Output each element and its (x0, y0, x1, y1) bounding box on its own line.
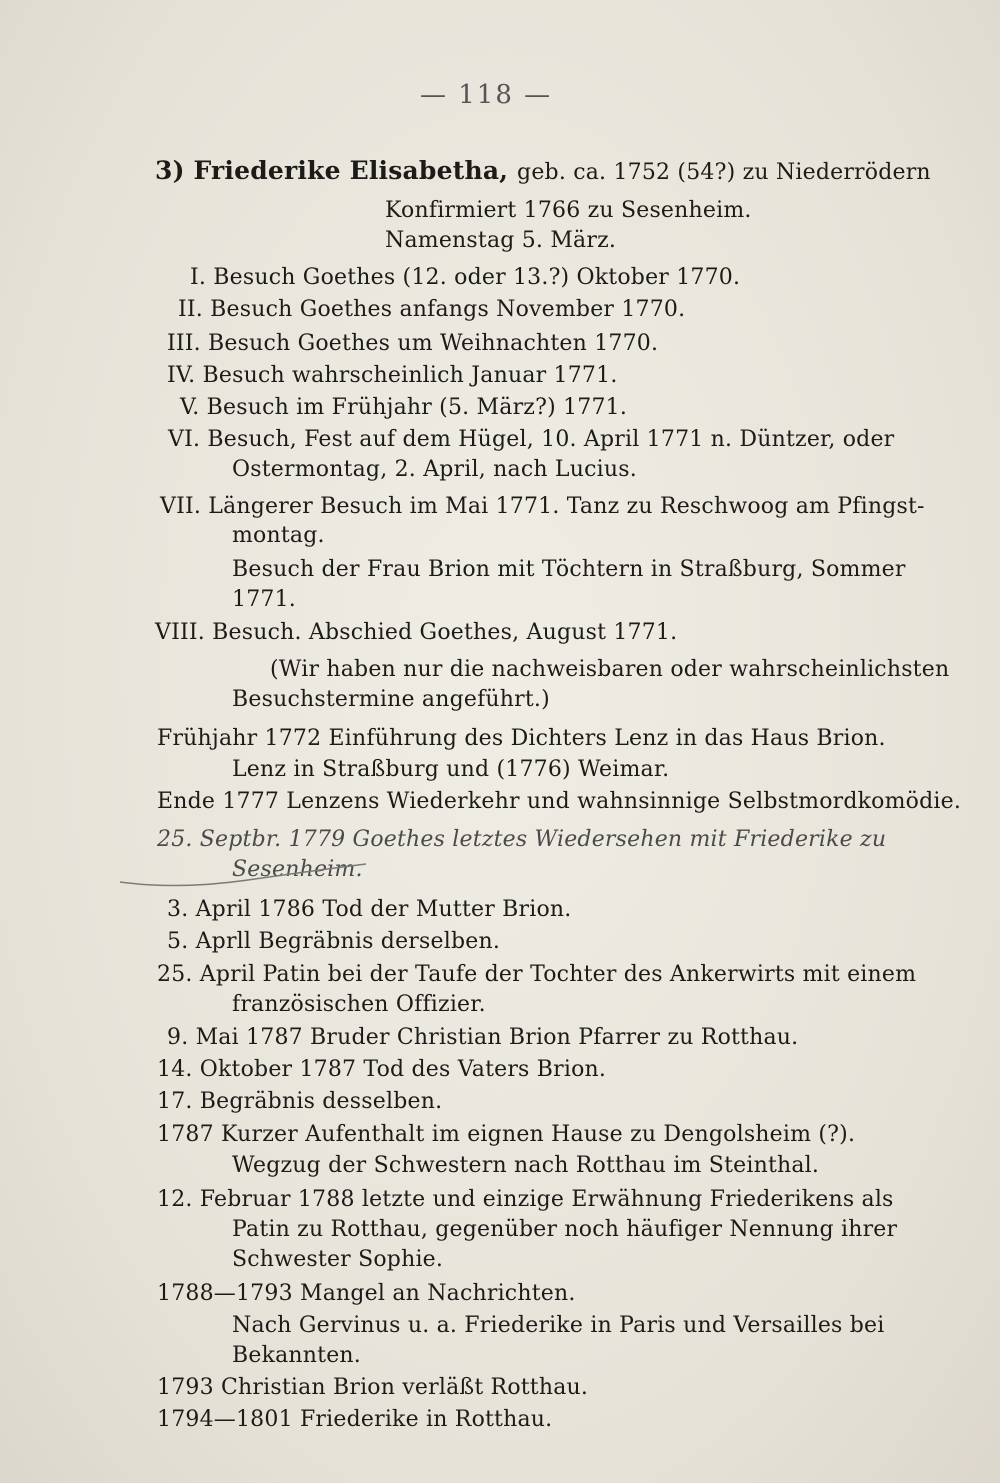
entry-1786-taufe-line-1: 25. April Patin bei der Taufe der Tochter des Ankerwirts mit einem (157, 962, 917, 987)
entry-1787-wegzug: Wegzug der Schwestern nach Rotthau im Steinthal. (232, 1153, 820, 1178)
visit-8: VIII. Besuch. Abschied Goethes, August 1771. (155, 620, 678, 645)
entry-1787-oktober: 14. Oktober 1787 Tod des Vaters Brion. (157, 1057, 607, 1082)
note-line-2: Besuchstermine angeführt.) (232, 687, 550, 712)
page-number: — 118 — (420, 80, 553, 110)
entry-1779-line-1: 25. Septbr. 1779 Goethes letztes Wiedersehen mit Friederike zu (157, 827, 887, 852)
entry-1786-begraebnis: 5. Aprll Begräbnis derselben. (167, 929, 501, 954)
entry-1788-line-1: 12. Februar 1788 letzte und einzige Erwähnung Friederikens als (157, 1187, 894, 1212)
entry-1772: Frühjahr 1772 Einführung des Dichters Lenz in das Haus Brion. (157, 726, 886, 751)
visit-7-line-3: Besuch der Frau Brion mit Töchtern in Straßburg, Sommer (232, 557, 906, 582)
entry-1787-aufenthalt: 1787 Kurzer Aufenthalt im eignen Hause zu Dengolsheim (?). (157, 1122, 856, 1147)
entry-1787-mai: 9. Mai 1787 Bruder Christian Brion Pfarrer zu Rotthau. (167, 1025, 799, 1050)
entry-1793: 1793 Christian Brion verläßt Rotthau. (157, 1375, 589, 1400)
heading-rest: geb. ca. 1752 (54?) zu Niederrödern (517, 160, 931, 185)
visit-3: III. Besuch Goethes um Weihnachten 1770. (167, 331, 659, 356)
visit-6-line-2: Ostermontag, 2. April, nach Lucius. (232, 457, 637, 482)
entry-1779-line-2: Sesenheim. (232, 857, 363, 882)
entry-1794-1801: 1794—1801 Friederike in Rotthau. (157, 1407, 553, 1432)
entry-1788-1793-line-2: Nach Gervinus u. a. Friederike in Paris und Versailles bei (232, 1313, 885, 1338)
visit-7-line-1: VII. Längerer Besuch im Mai 1771. Tanz zu Reschwoog am Pfingst- (160, 494, 925, 519)
line-namenstag: Namenstag 5. März. (385, 228, 617, 253)
note-line-1: (Wir haben nur die nachweisbaren oder wahrscheinlichsten (270, 657, 950, 682)
entry-1788-line-3: Schwester Sophie. (232, 1247, 444, 1272)
heading-name: Friederike Elisabetha, (193, 156, 509, 185)
visit-4: IV. Besuch wahrscheinlich Januar 1771. (167, 363, 618, 388)
heading-number: 3) (155, 156, 185, 185)
visit-5: V. Besuch im Frühjahr (5. März?) 1771. (180, 395, 628, 420)
entry-1788-1793-line-1: 1788—1793 Mangel an Nachrichten. (157, 1281, 576, 1306)
entry-heading (155, 156, 931, 188)
entry-lenz: Lenz in Straßburg und (1776) Weimar. (232, 757, 670, 782)
pencil-underline-mark (118, 852, 368, 892)
entry-1788-1793-line-3: Bekannten. (232, 1343, 361, 1368)
entry-1786-mutter: 3. April 1786 Tod der Mutter Brion. (167, 897, 572, 922)
entry-1787-begraebnis: 17. Begräbnis desselben. (157, 1089, 443, 1114)
line-konfirmiert: Konfirmiert 1766 zu Sesenheim. (385, 198, 752, 223)
visit-2: II. Besuch Goethes anfangs November 1770. (178, 297, 686, 322)
visit-1: I. Besuch Goethes (12. oder 13.?) Oktober 1770. (190, 265, 741, 290)
visit-7-line-4: 1771. (232, 587, 296, 612)
entry-1788-line-2: Patin zu Rotthau, gegenüber noch häufiger Nennung ihrer (232, 1217, 898, 1242)
visit-6-line-1: VI. Besuch, Fest auf dem Hügel, 10. April 1771 n. Düntzer, oder (168, 427, 895, 452)
entry-1786-taufe-line-2: französischen Offizier. (232, 992, 486, 1017)
visit-7-line-2: montag. (232, 523, 325, 548)
entry-1777: Ende 1777 Lenzens Wiederkehr und wahnsinnige Selbstmordkomödie. (157, 789, 962, 814)
